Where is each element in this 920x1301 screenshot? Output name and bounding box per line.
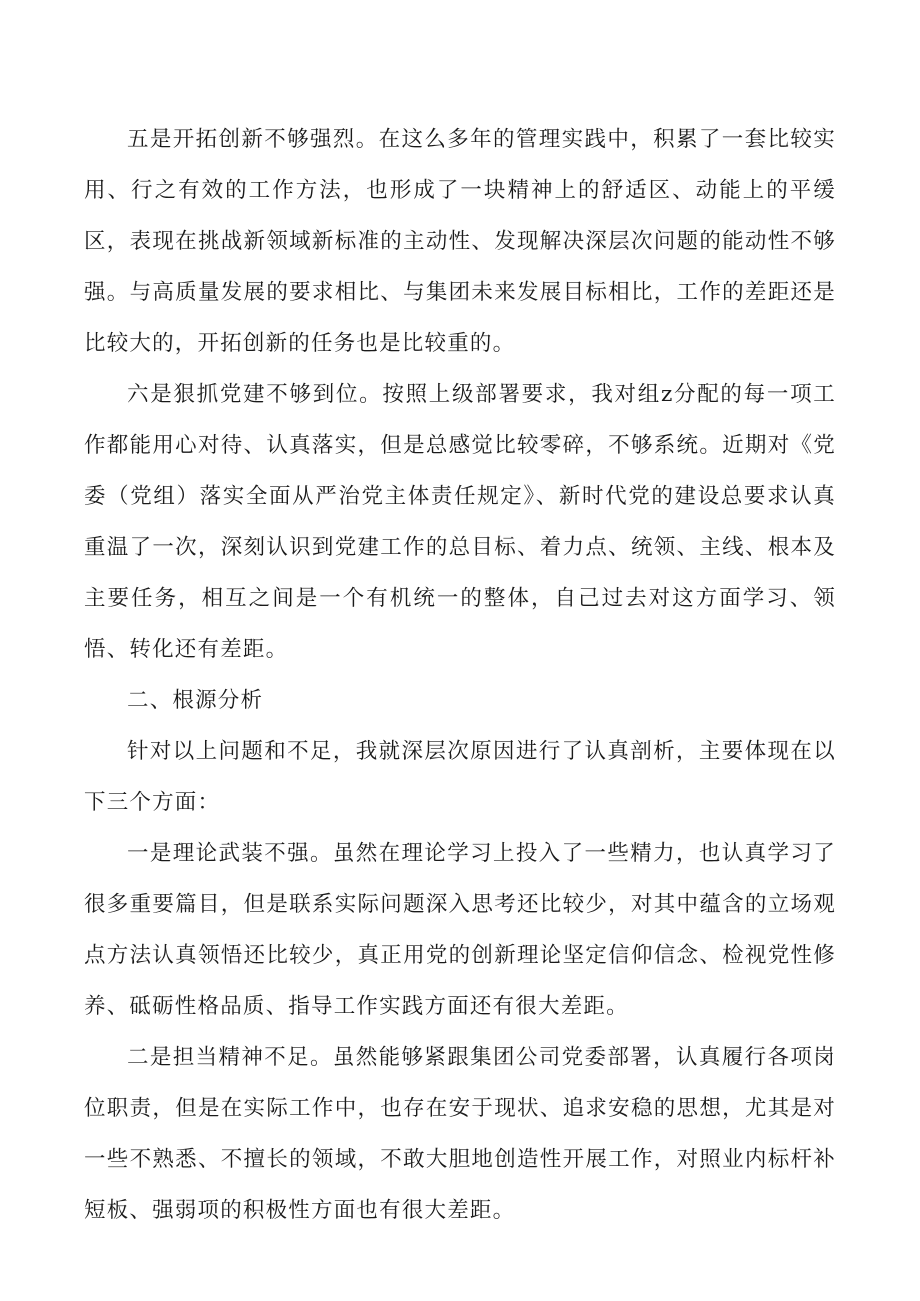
paragraph-innovation: 五是开拓创新不够强烈。在这么多年的管理实践中，积累了一套比较实用、行之有效的工作方法，也形成了一块精神上的舒适区、动能上的平缓区，表现在挑战新领域新标准的主动性、发现解决深层次问题的能动性不够强。与高质量发展的要求相比、与集团未来发展目标相比，工作的差距还是比较大的，开拓创新的任务也是比较重的。 <box>84 127 836 356</box>
paragraph-theory: 一是理论武装不强。虽然在理论学习上投入了一些精力，也认真学习了很多重要篇目，但是联系实际问题深入思考还比较少，对其中蕴含的立场观点方法认真领悟还比较少，真正用党的创新理论坚定信仰信念、检视党性修养、砥砺性格品质、指导工作实践方面还有很大差距。 <box>84 841 836 1019</box>
section-heading-root-cause: 二、根源分析 <box>127 688 264 713</box>
paragraph-responsibility: 二是担当精神不足。虽然能够紧跟集团公司党委部署，认真履行各项岗位职责，但是在实际工作中，也存在安于现状、追求安稳的思想，尤其是对一些不熟悉、不擅长的领域，不敢大胆地创造性开展工作，对照业内标杆补短板、强弱项的积极性方面也有很大差距。 <box>84 1045 836 1223</box>
paragraph-party-building: 六是狠抓党建不够到位。按照上级部署要求，我对组z分配的每一项工作都能用心对待、认真落实，但是总感觉比较零碎，不够系统。近期对《党委（党组）落实全面从严治党主体责任规定》、新时代党的建设总要求认真重温了一次，深刻认识到党建工作的总目标、着力点、统领、主线、根本及主要任务，相互之间是一个有机统一的整体，自己过去对这方面学习、领悟、转化还有差距。 <box>84 382 836 662</box>
document-body <box>84 114 836 1236</box>
paragraph-analysis-intro: 针对以上问题和不足，我就深层次原因进行了认真剖析，主要体现在以下三个方面： <box>84 739 836 815</box>
